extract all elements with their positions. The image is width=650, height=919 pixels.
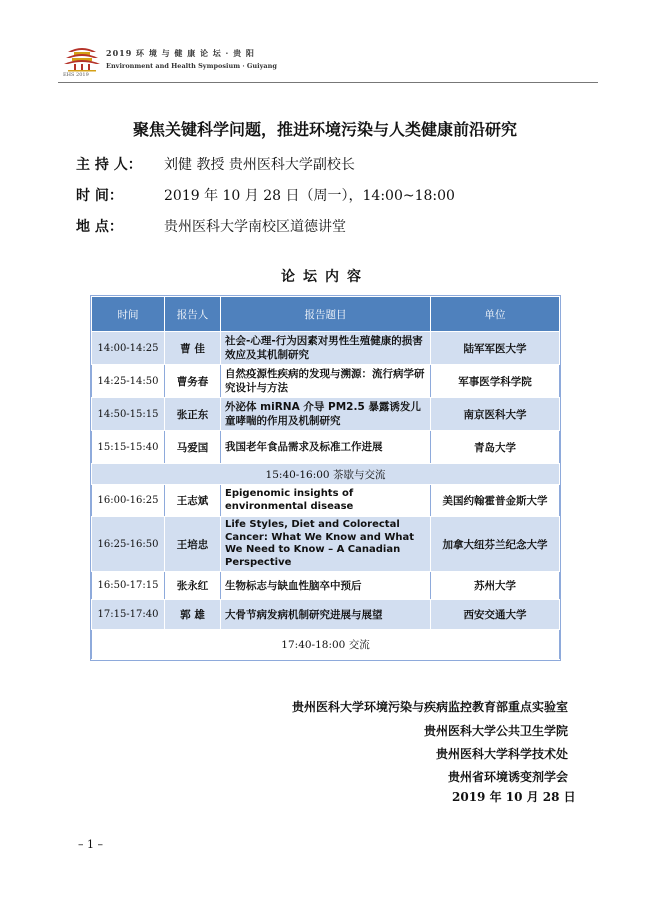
topic-cell: Life Styles, Diet and Colorectal Cancer: What We Know and What We Need to Know – A Canadian Perspective — [221, 517, 431, 572]
program-table — [91, 296, 560, 660]
host-line — [76, 154, 355, 174]
topic-cell: 我国老年食品需求及标准工作进展 — [221, 431, 431, 464]
time-cell: 14:25-14:50 — [92, 365, 165, 398]
time-cell: 16:50-17:15 — [92, 572, 165, 600]
topic-cell: 生物标志与缺血性脑卒中预后 — [221, 572, 431, 600]
organizer-line: 贵州医科大学环境污染与疾病监控教育部重点实验室 — [291, 700, 568, 714]
page-title: 聚焦关键科学问题，推进环境污染与人类健康前沿研究 — [132, 120, 517, 139]
break-cell: 15:40-16:00 茶歇与交流 — [92, 464, 560, 485]
speaker-cell: 张正东 — [165, 398, 221, 431]
column-header-time: 时间 — [92, 297, 165, 332]
document-date: 2019 年 10 月 28 日 — [452, 790, 576, 804]
break-row — [92, 464, 560, 485]
table-row — [92, 431, 560, 464]
time-cell: 14:50-15:15 — [92, 398, 165, 431]
page-number: – 1 – — [78, 838, 103, 851]
table-row — [92, 572, 560, 600]
topic-cell: 外泌体 miRNA 介导 PM2.5 暴露诱发儿童哮喘的作用及机制研究 — [221, 398, 431, 431]
time-cell: 16:00-16:25 — [92, 485, 165, 517]
host-label: 主 持 人： — [76, 157, 142, 173]
header-title-cn: 2019 环 境 与 健 康 论 坛 · 贵 阳 — [106, 48, 255, 58]
speaker-cell: 曹务春 — [165, 365, 221, 398]
unit-cell: 西安交通大学 — [431, 600, 560, 630]
time-cell: 14:00-14:25 — [92, 332, 165, 365]
column-header-speaker: 报告人 — [165, 297, 221, 332]
unit-cell: 南京医科大学 — [431, 398, 560, 431]
time-label: 时 间： — [76, 188, 123, 204]
speaker-cell: 郭 雄 — [165, 600, 221, 630]
speaker-cell: 王志斌 — [165, 485, 221, 517]
topic-cell: 大骨节病发病机制研究进展与展望 — [221, 600, 431, 630]
topic-cell: 社会-心理-行为因素对男性生殖健康的损害效应及其机制研究 — [221, 332, 431, 365]
header-title-en: Environment and Health Symposium · Guiyang — [106, 62, 277, 70]
unit-cell: 苏州大学 — [431, 572, 560, 600]
place-value: 贵州医科大学南校区道德讲堂 — [164, 219, 346, 235]
speaker-cell: 曹 佳 — [165, 332, 221, 365]
speaker-cell: 王培忠 — [165, 517, 221, 572]
table-row — [92, 485, 560, 517]
place-label: 地 点： — [76, 219, 123, 235]
table-header-row — [92, 297, 560, 332]
organizer-line: 贵州省环境诱变剂学会 — [447, 770, 568, 784]
time-line — [76, 185, 455, 205]
page-header — [62, 40, 602, 80]
speaker-cell: 张永红 — [165, 572, 221, 600]
time-cell: 17:15-17:40 — [92, 600, 165, 630]
unit-cell: 陆军军医大学 — [431, 332, 560, 365]
unit-cell: 加拿大纽芬兰纪念大学 — [431, 517, 560, 572]
topic-cell: Epigenomic insights of environmental disease — [221, 485, 431, 517]
table-row — [92, 332, 560, 365]
host-value: 刘健 教授 贵州医科大学副校长 — [164, 157, 355, 173]
table-row — [92, 600, 560, 630]
column-header-topic: 报告题目 — [221, 297, 431, 332]
organizer-line: 贵州医科大学公共卫生学院 — [423, 724, 568, 738]
logo-caption: EHS 2019 — [63, 72, 89, 78]
closing-row — [92, 630, 560, 660]
table-row — [92, 517, 560, 572]
time-cell: 16:25-16:50 — [92, 517, 165, 572]
time-cell: 15:15-15:40 — [92, 431, 165, 464]
topic-cell: 自然疫源性疾病的发现与溯源：流行病学研究设计与方法 — [221, 365, 431, 398]
unit-cell: 美国约翰霍普金斯大学 — [431, 485, 560, 517]
header-rule — [58, 82, 598, 83]
place-line — [76, 216, 346, 236]
table-title: 论坛内容 — [281, 269, 369, 285]
unit-cell: 青岛大学 — [431, 431, 560, 464]
organizer-line: 贵州医科大学科学技术处 — [435, 747, 568, 761]
column-header-unit: 单位 — [431, 297, 560, 332]
table-row — [92, 365, 560, 398]
unit-cell: 军事医学科学院 — [431, 365, 560, 398]
speaker-cell: 马爱国 — [165, 431, 221, 464]
table-row — [92, 398, 560, 431]
closing-cell: 17:40-18:00 交流 — [92, 630, 560, 660]
time-value: 2019 年 10 月 28 日（周一），14:00~18:00 — [164, 188, 455, 204]
